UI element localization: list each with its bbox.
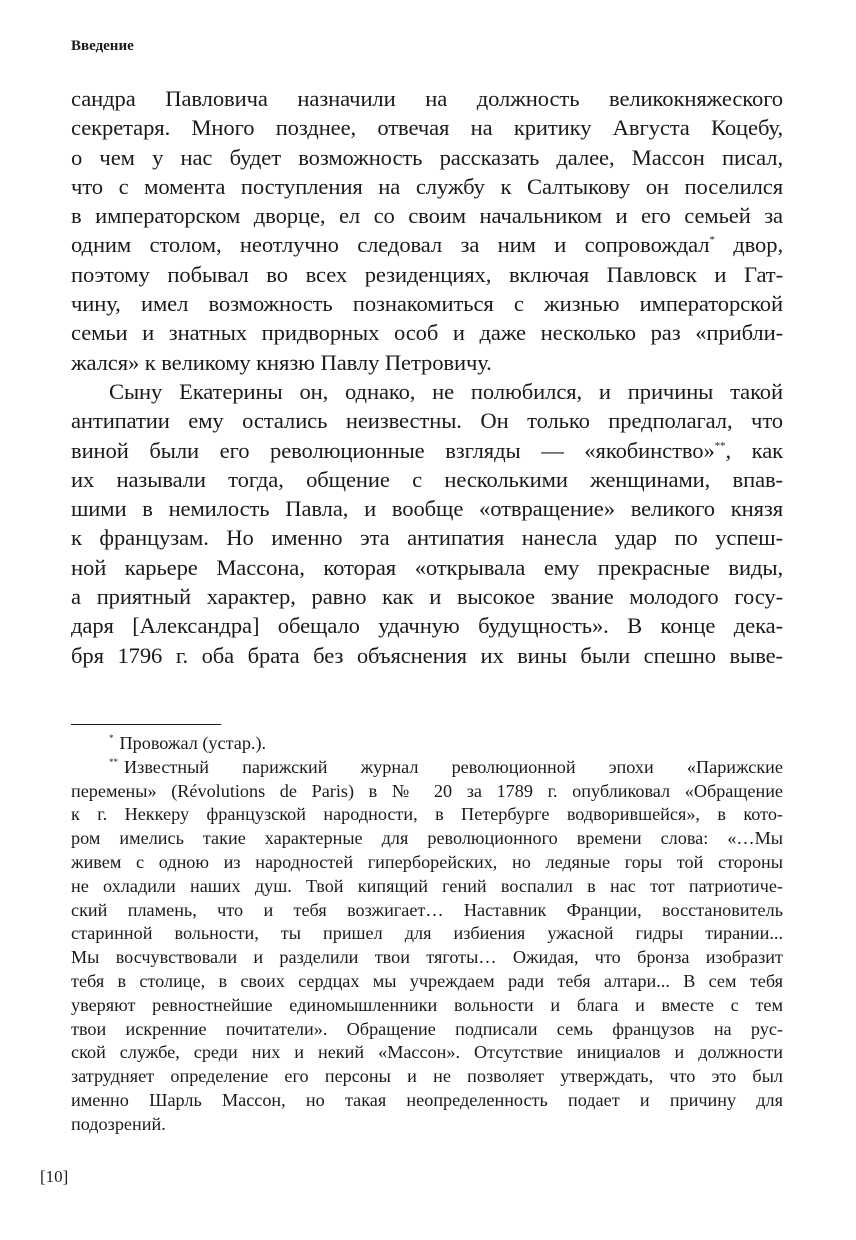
- footnote-line: ** Известный парижский журнал революционной эпохи «Парижские: [109, 756, 783, 777]
- footnote-line: Мы восчувствовали и разделили твои тяготы… Ожидая, что бронза изобразит: [71, 947, 783, 968]
- footnote-line: к г. Неккеру французской народности, в Петербурге водворившейся», в кото-: [71, 804, 783, 825]
- text-line: даря [Александра] обещало удачную будущность». В конце дека-: [71, 613, 783, 639]
- footnotes: [71, 732, 783, 1137]
- footnote-line: твои искренние почитатели». Обращение подписали семь французов на рус-: [71, 1018, 783, 1039]
- footnote-line: живем с одною из народностей гиперборейских, но ледяные горы той стороны: [71, 851, 783, 872]
- text-line: ной карьере Массона, которая «открывала ему прекрасные виды,: [71, 554, 783, 580]
- footnote-marker: *: [709, 234, 715, 247]
- footnote-line: не охладили наших душ. Твой кипящий гений воспалил в нас тот патриотиче-: [71, 875, 783, 896]
- text-line: в императорском дворце, ел со своим начальником и его семьей за: [71, 203, 783, 229]
- footnote-marker: **: [714, 439, 726, 452]
- page-number: [10]: [40, 1167, 69, 1186]
- footnote-marker: *: [109, 733, 114, 743]
- text-line: поэтому побывал во всех резиденциях, включая Павловск и Гат-: [71, 261, 783, 287]
- footnote: [71, 732, 783, 756]
- text-line: семьи и знатных придворных особ и даже несколько раз «прибли-: [71, 320, 783, 346]
- text-line: секретаря. Много позднее, отвечая на критику Августа Коцебу,: [71, 115, 783, 141]
- footnote-line: * Провожал (устар.).: [109, 733, 267, 753]
- text-line: их называли тогда, общение с несколькими женщинами, впав-: [71, 466, 783, 492]
- text-line: к французам. Но именно эта антипатия нанесла удар по успеш-: [71, 525, 783, 551]
- footnote-line: тебя в столице, в своих сердцах мы учреждаем ради тебя алтари... В сем тебя: [71, 970, 783, 991]
- footnote-line: именно Шарль Массон, но такая неопределенность подает и причину для: [71, 1089, 783, 1110]
- paragraph: [71, 377, 783, 670]
- footnote-line: уверяют ревностнейшие единомышленники вольности и блага и вместе с тем: [71, 994, 783, 1015]
- text-line: одним столом, неотлучно следовал за ним и сопровождал* двор,: [71, 232, 783, 258]
- text-line: антипатии ему остались неизвестны. Он только предполагал, что: [71, 408, 783, 434]
- text-line: сандра Павловича назначили на должность великокняжеского: [71, 86, 783, 111]
- paragraph: [71, 84, 783, 377]
- text-line: виной были его революционные взгляды — «якобинство»**, как: [71, 437, 783, 463]
- footnote-line: подозрений.: [71, 1113, 166, 1134]
- text-line: чину, имел возможность познакомиться с жизнью императорской: [71, 291, 783, 317]
- text-line: а приятный характер, равно как и высокое звание молодого госу-: [71, 584, 783, 610]
- main-text: [71, 84, 783, 670]
- footnote-line: ской службе, среди них и некий «Массон». Отсутствие инициалов и должности: [71, 1042, 783, 1063]
- running-head: Введение: [71, 38, 134, 54]
- footnote-line: ром имелись такие характерные для революционного времени слова: «…Мы: [71, 828, 783, 849]
- footnote-marker: **: [109, 756, 118, 767]
- footnote-line: затрудняет определение его персоны и не позволяет утверждать, что это был: [71, 1066, 783, 1087]
- text-line: Сыну Екатерины он, однако, не полюбился, и причины такой: [109, 378, 783, 404]
- text-line: что с момента поступления на службу к Салтыкову он поселился: [71, 173, 783, 199]
- text-line: о чем у нас будет возможность рассказать далее, Массон писал,: [71, 144, 783, 170]
- footnote-separator-rule: [71, 724, 221, 725]
- footnote-line: перемены» (Révolutions de Paris) в № 20 за 1789 г. опубликовал «Обращение: [71, 780, 783, 801]
- text-line: бря 1796 г. оба брата без объяснения их вины были спешно выве-: [71, 642, 783, 668]
- footnote-line: старинной вольности, ты пришел для избиения ужасной гидры тирании...: [71, 923, 783, 944]
- text-line: жался» к великому князю Павлу Петровичу.: [71, 349, 492, 375]
- footnote: [71, 756, 783, 1137]
- footnote-line: ский пламень, что и тебя возжигает… Наставник Франции, восстановитель: [71, 899, 783, 920]
- text-line: шими в немилость Павла, и вообще «отвращение» великого князя: [71, 496, 783, 522]
